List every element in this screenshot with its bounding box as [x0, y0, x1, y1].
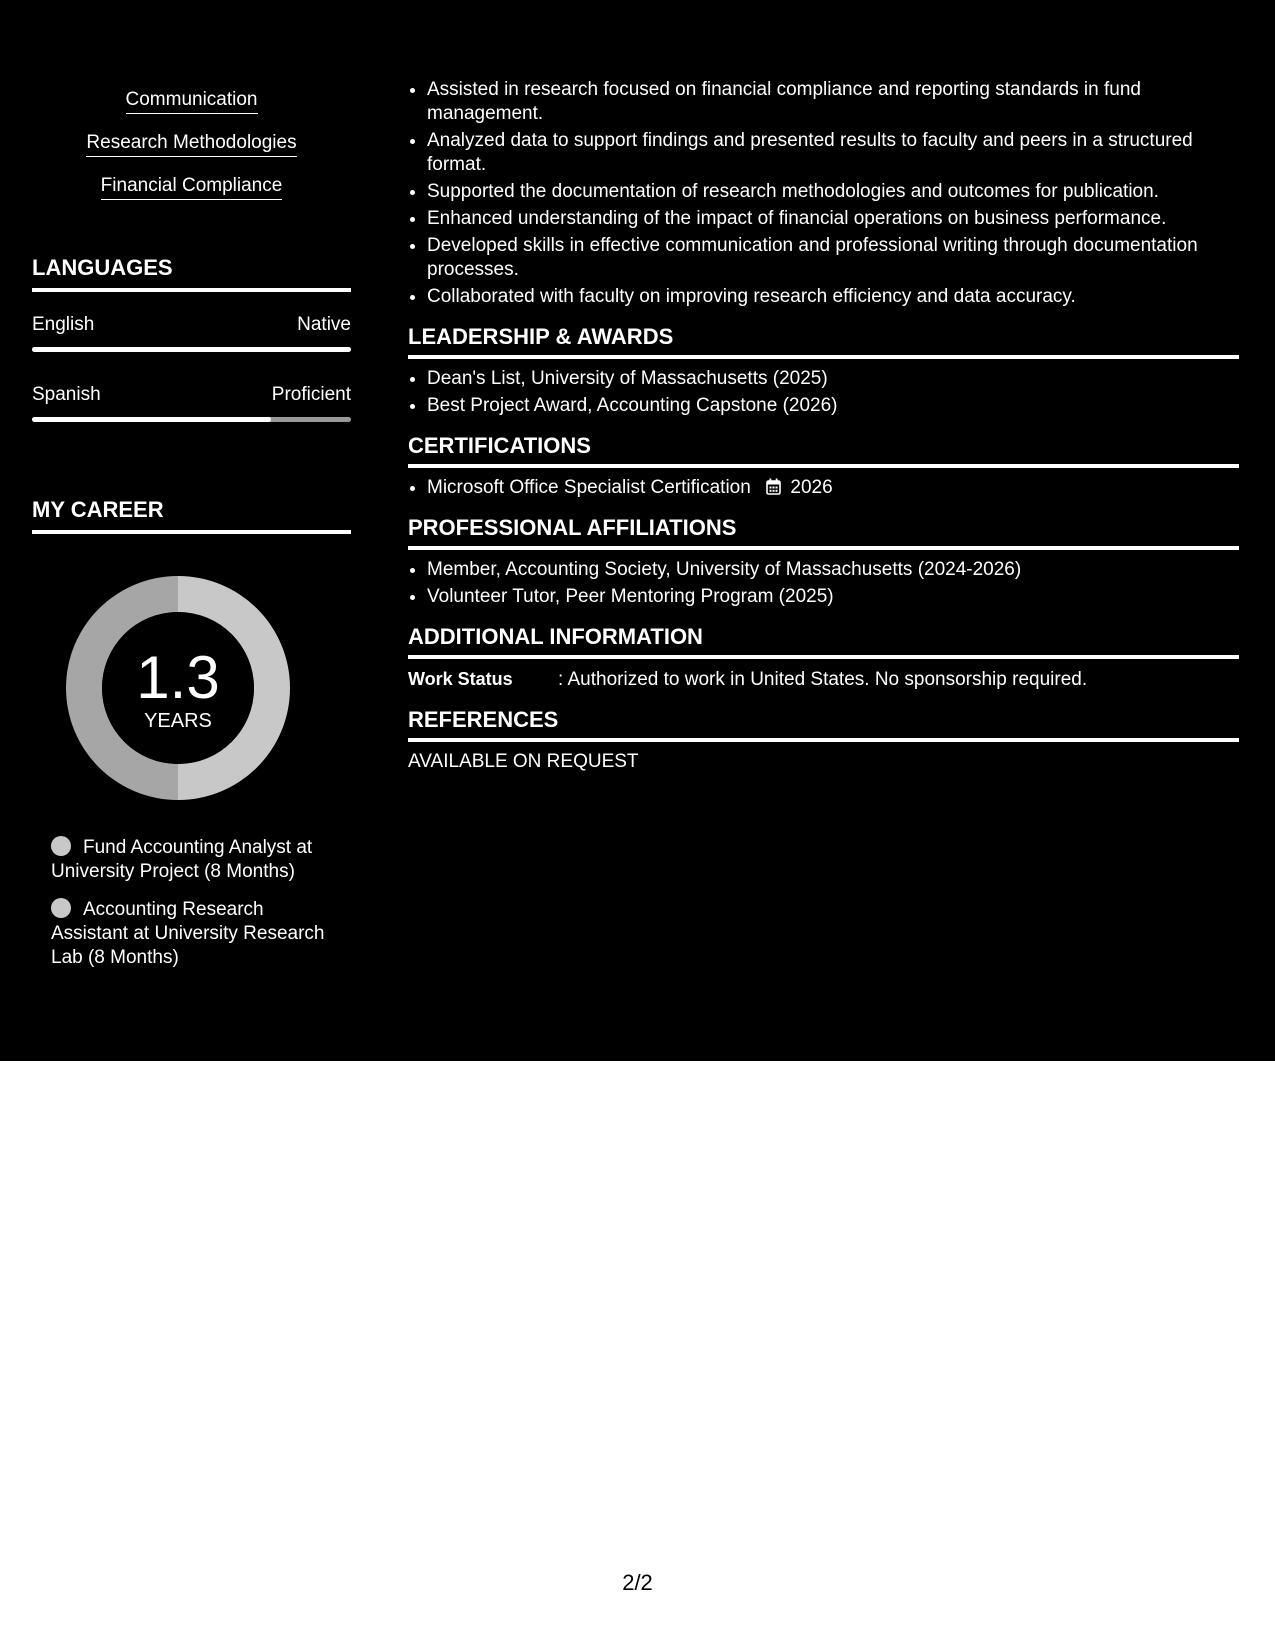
experience-bullets [408, 78, 1239, 309]
language-level: Proficient [271, 384, 351, 405]
leadership-heading: LEADERSHIP & AWARDS [408, 323, 1239, 359]
language-name: Spanish [32, 384, 101, 405]
leadership-list [408, 367, 1239, 418]
legend-dot-icon [51, 836, 71, 856]
certification-year: 2026 [790, 477, 833, 498]
career-total-unit: YEARS [144, 710, 212, 732]
leadership-item: • Best Project Award, Accounting Capstone (2026) [427, 394, 1239, 418]
language-proficiency-fill [32, 417, 271, 422]
page-number: 2/2 [622, 1570, 653, 1595]
language-level: Native [297, 314, 351, 335]
experience-bullet: • Assisted in research focused on financial compliance and reporting standards in fund management. [427, 78, 1239, 126]
affiliation-item: • Volunteer Tutor, Peer Mentoring Program (2025) [427, 585, 1239, 609]
affiliations-list [408, 558, 1239, 609]
language-proficiency-fill [32, 347, 351, 352]
career-legend-item [51, 836, 341, 884]
legend-dot-icon [51, 898, 71, 918]
references-heading: REFERENCES [408, 706, 1239, 742]
language-proficiency-bar [32, 347, 351, 352]
experience-bullet: • Analyzed data to support findings and presented results to faculty and peers in a structured format. [427, 129, 1239, 177]
skills-list [32, 88, 351, 217]
career-legend-label: Accounting Research Assistant at University Research Lab (8 Months) [51, 899, 325, 968]
languages-heading: LANGUAGES [32, 254, 351, 292]
calendar-icon [766, 478, 781, 495]
experience-bullet: • Collaborated with faculty on improving research efficiency and data accuracy. [427, 285, 1239, 309]
experience-bullet: • Developed skills in effective communication and professional writing through documentation processes. [427, 234, 1239, 282]
skill-item: Research Methodologies [86, 131, 296, 157]
certifications-list [408, 476, 1239, 500]
experience-bullet: • Supported the documentation of research methodologies and outcomes for publication. [427, 180, 1239, 204]
leadership-item: • Dean's List, University of Massachusetts (2025) [427, 367, 1239, 391]
affiliation-item: • Member, Accounting Society, University of Massachusetts (2024-2026) [427, 558, 1239, 582]
work-status-row [408, 667, 1239, 692]
career-heading: MY CAREER [32, 496, 351, 534]
work-status-label: Work Status [408, 669, 513, 689]
skill-item: Financial Compliance [101, 174, 283, 200]
certification-name: Microsoft Office Specialist Certification [427, 477, 751, 498]
career-total-value: 1.3 [136, 644, 220, 711]
certifications-heading: CERTIFICATIONS [408, 432, 1239, 468]
career-legend-item [51, 898, 341, 970]
skill-item: Communication [126, 88, 258, 114]
main-content [408, 78, 1239, 774]
language-proficiency-bar [32, 417, 351, 422]
career-legend-label: Fund Accounting Analyst at University Project (8 Months) [51, 837, 313, 882]
work-status-value: : Authorized to work in United States. No sponsorship required. [558, 669, 1088, 690]
affiliations-heading: PROFESSIONAL AFFILIATIONS [408, 514, 1239, 550]
additional-info-heading: ADDITIONAL INFORMATION [408, 623, 1239, 659]
language-name: English [32, 314, 95, 335]
references-text: AVAILABLE ON REQUEST [408, 751, 639, 772]
experience-bullet: • Enhanced understanding of the impact of financial operations on business performance. [427, 207, 1239, 231]
certification-item [427, 476, 1239, 500]
